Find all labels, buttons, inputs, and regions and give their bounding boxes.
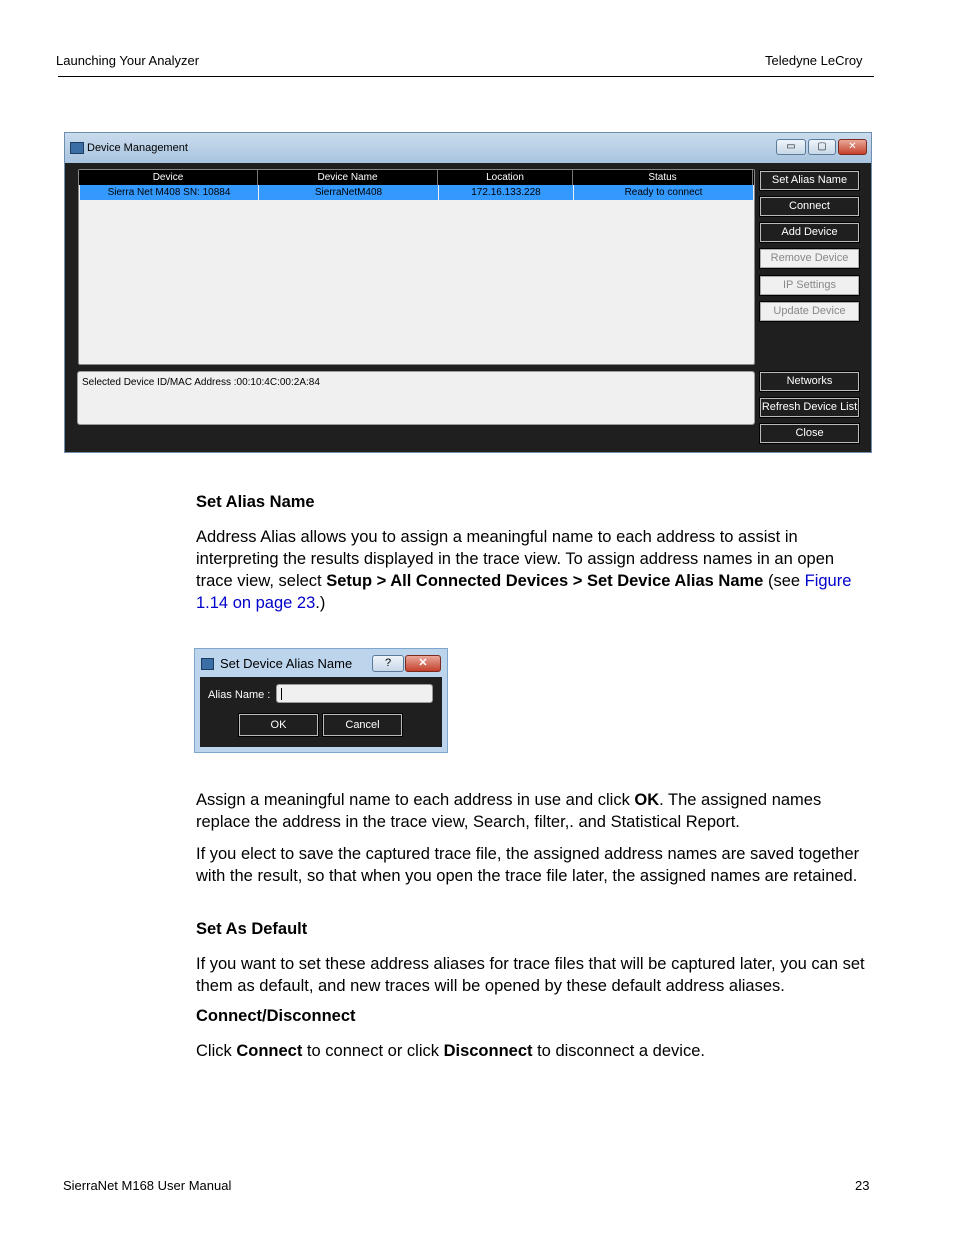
header-rule bbox=[58, 76, 874, 77]
heading-set-as-default: Set As Default bbox=[196, 920, 308, 938]
window-app-icon bbox=[70, 142, 84, 154]
alias-dialog bbox=[194, 648, 448, 753]
close-icon[interactable]: ✕ bbox=[405, 655, 441, 672]
add-device-button[interactable]: Add Device bbox=[760, 223, 859, 242]
device-management-window bbox=[64, 132, 872, 453]
minimize-icon[interactable]: ▭ bbox=[776, 139, 806, 155]
footer-manual-title: SierraNet M168 User Manual bbox=[63, 1178, 232, 1193]
alias-name-input[interactable] bbox=[276, 684, 433, 703]
ip-settings-button[interactable]: IP Settings bbox=[760, 276, 859, 295]
alias-dialog-body bbox=[200, 677, 442, 747]
cell-location: 172.16.133.228 bbox=[439, 185, 574, 200]
column-header-status[interactable]: Status bbox=[573, 170, 753, 185]
networks-button[interactable]: Networks bbox=[760, 372, 859, 391]
figure-reference-link[interactable]: Figure 1.14 on page 23 bbox=[196, 572, 852, 612]
selected-device-info bbox=[77, 371, 755, 425]
device-list-table bbox=[78, 169, 755, 365]
header-left-title: Launching Your Analyzer bbox=[56, 53, 200, 68]
alias-name-label: Alias Name : bbox=[208, 689, 271, 701]
selected-device-info-text: Selected Device ID/MAC Address :00:10:4C:00:2A:84 bbox=[82, 377, 320, 388]
help-icon[interactable]: ? bbox=[372, 655, 404, 672]
refresh-device-list-button[interactable]: Refresh Device List bbox=[760, 398, 859, 417]
paragraph-alias-intro: Address Alias allows you to assign a meaningful name to each address to assist in interpreting the results displayed in the trace view. To assign address names in an open trace view, select Setup > All Connected Devices > Set Device Alias Name (see Figure 1.14 on page 23.) bbox=[196, 528, 852, 612]
cell-device: Sierra Net M408 SN: 10884 bbox=[80, 185, 259, 200]
set-alias-name-button[interactable]: Set Alias Name bbox=[760, 171, 859, 190]
column-header-location[interactable]: Location bbox=[438, 170, 573, 185]
dialog-app-icon bbox=[201, 658, 214, 670]
remove-device-button[interactable]: Remove Device bbox=[760, 249, 859, 268]
ok-button[interactable]: OK bbox=[239, 714, 318, 736]
footer-page-number: 23 bbox=[855, 1178, 870, 1193]
update-device-button[interactable]: Update Device bbox=[760, 302, 859, 321]
table-row[interactable] bbox=[80, 185, 754, 200]
paragraph-set-default: If you want to set these address aliases for trace files that will be captured later, you can set them as default, and new traces will be opened by these default address aliases. bbox=[196, 955, 865, 995]
alias-dialog-title: Set Device Alias Name bbox=[220, 656, 353, 671]
close-button[interactable]: Close bbox=[760, 424, 859, 443]
cancel-button[interactable]: Cancel bbox=[323, 714, 402, 736]
heading-connect-disconnect: Connect/Disconnect bbox=[196, 1007, 356, 1025]
connect-button[interactable]: Connect bbox=[760, 197, 859, 216]
heading-set-alias-name: Set Alias Name bbox=[196, 493, 315, 511]
device-management-title: Device Management bbox=[87, 142, 188, 154]
table-header bbox=[79, 170, 754, 185]
column-header-device[interactable]: Device bbox=[79, 170, 258, 185]
close-icon[interactable]: ✕ bbox=[838, 139, 867, 155]
cell-status: Ready to connect bbox=[574, 185, 754, 200]
paragraph-assign-names: Assign a meaningful name to each address in use and click OK. The assigned names replace the address in the trace view, Search, filter,. and Statistical Report. bbox=[196, 791, 822, 831]
device-management-titlebar bbox=[65, 133, 871, 163]
cell-device-name: SierraNetM408 bbox=[259, 185, 439, 200]
maximize-icon[interactable]: ▢ bbox=[808, 139, 836, 155]
paragraph-save-trace: If you elect to save the captured trace file, the assigned address names are saved together with the result, so that when you open the trace file later, the assigned names are retained. bbox=[196, 845, 860, 885]
paragraph-connect-disconnect: Click Connect to connect or click Disconnect to disconnect a device. bbox=[196, 1042, 705, 1060]
header-right-title: Teledyne LeCroy bbox=[765, 53, 863, 68]
column-header-device-name[interactable]: Device Name bbox=[258, 170, 438, 185]
